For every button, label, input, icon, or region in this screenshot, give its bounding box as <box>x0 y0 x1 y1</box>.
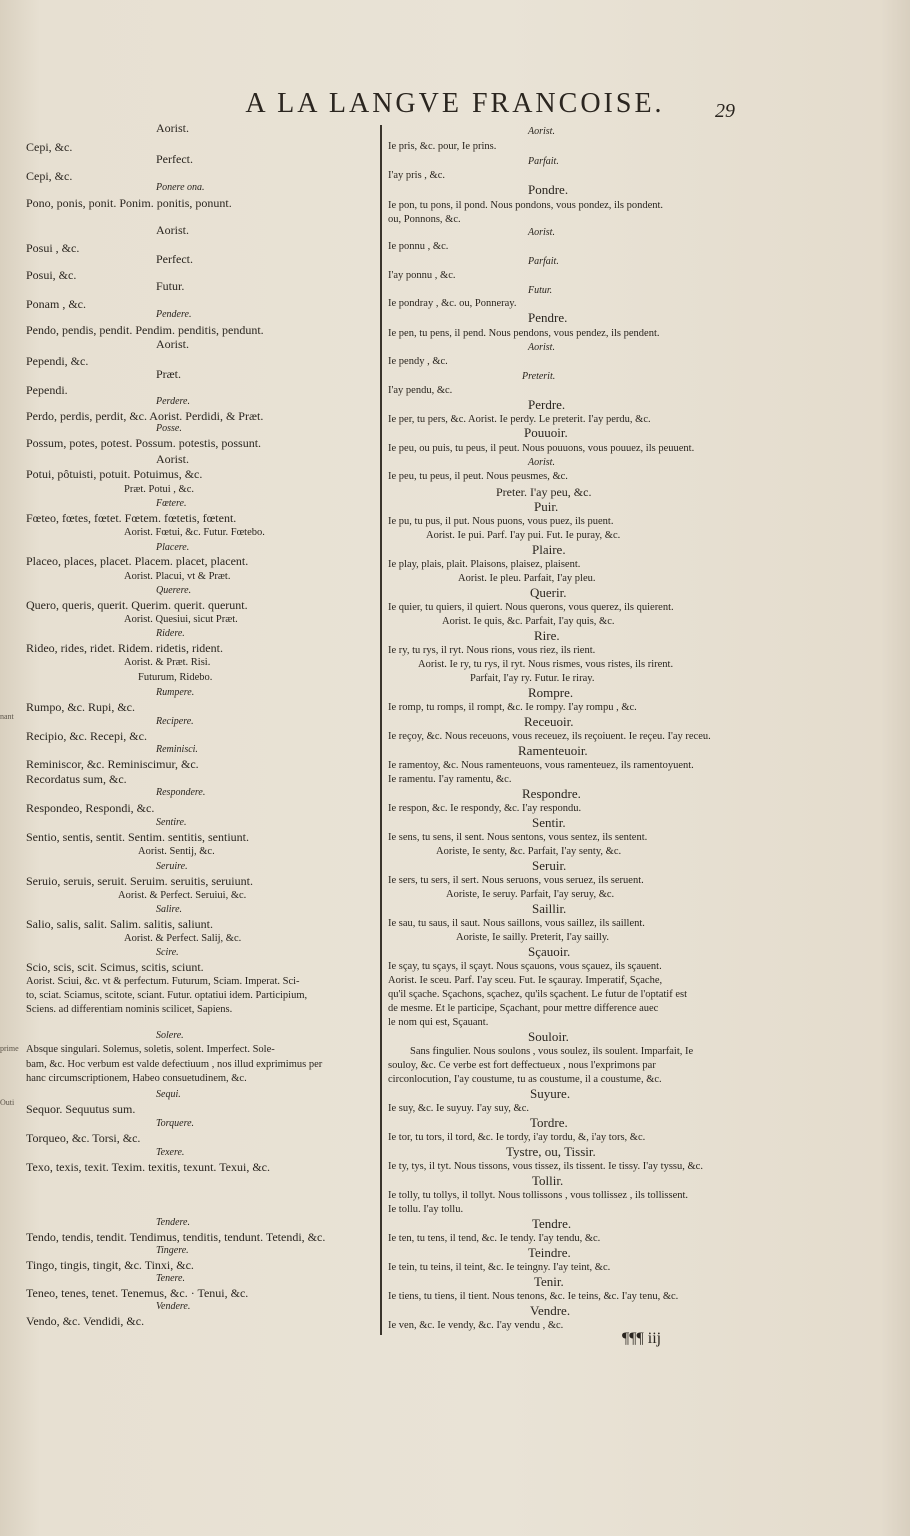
left-text-line: Sciens. ad differentiam nominis scilicet, Sapiens. <box>26 1004 233 1015</box>
left-text-line: Aorist. Sentij, &c. <box>138 846 215 857</box>
left-text-line: Aorist. & Perfect. Seruiui, &c. <box>118 890 247 901</box>
left-text-line: Pono, ponis, ponit. Ponim. ponitis, ponunt. <box>26 196 232 210</box>
left-text-line: Rideo, rides, ridet. Ridem. ridetis, rident. <box>26 641 223 655</box>
left-text-line: Aorist. <box>156 337 189 351</box>
left-text-line: Posui , &c. <box>26 241 80 255</box>
right-text-line: Ie tiens, tu tiens, il tient. Nous tenons, &c. Ie teins, &c. I'ay tenu, &c. <box>388 1291 679 1302</box>
left-text-line: Torqueo, &c. Torsi, &c. <box>26 1131 141 1145</box>
left-text-line: Præt. Potui , &c. <box>124 484 195 495</box>
right-text-line: Ie play, plais, plait. Plaisons, plaisez, plaisent. <box>388 559 581 570</box>
right-text-line: Aorist. <box>528 457 555 468</box>
left-text-line: Pependi, &c. <box>26 354 89 368</box>
left-text-line: Teneo, tenes, tenet. Tenemus, &c. · Tenui, &c. <box>26 1286 249 1300</box>
right-text-line: Aorist. Ie quis, &c. Parfait, I'ay quis, &c. <box>442 616 615 627</box>
right-text-line: Tendre. <box>532 1216 572 1231</box>
right-text-line: qu'il sçache. Sçachons, sçachez, qu'ils sçachent. Le futur de l'optatif est <box>388 989 687 1000</box>
left-text-line: Solere. <box>156 1030 184 1041</box>
right-text-line: Ie pen, tu pens, il pend. Nous pendons, vous pendez, ils pendent. <box>388 328 660 339</box>
left-text-line: Fœtere. <box>156 498 187 509</box>
left-text-line: Perdo, perdis, perdit, &c. Aorist. Perdidi, & Præt. <box>26 409 264 423</box>
left-text-line: Sequi. <box>156 1089 181 1100</box>
right-text-line: souloy, &c. Ce verbe est fort deffectueux , nous l'exprimons par <box>388 1060 656 1071</box>
left-text-line: Torquere. <box>156 1118 195 1129</box>
left-text-line: Vendere. <box>156 1301 191 1312</box>
right-text-line: Aorist. Ie ry, tu rys, il ryt. Nous rismes, vous ristes, ils rirent. <box>418 659 674 670</box>
right-text-line: Aoriste, Ie sailly. Preterit, I'ay sailly. <box>456 932 610 943</box>
right-text-line: Ie pendy , &c. <box>388 356 448 367</box>
left-text-line: Tendere. <box>156 1217 190 1228</box>
left-text-line: Scire. <box>156 947 179 958</box>
left-text-line: Perdere. <box>156 396 190 407</box>
right-text-line: Ie pris, &c. pour, Ie prins. <box>388 141 497 152</box>
left-text-line: bam, &c. Hoc verbum est valde defectiuum , nos illud exprimimus per <box>26 1059 323 1070</box>
left-text-line: Texere. <box>156 1147 185 1158</box>
left-text-line: Tingere. <box>156 1245 189 1256</box>
right-text-line: Ie per, tu pers, &c. Aorist. Ie perdy. Le preterit. I'ay perdu, &c. <box>388 414 651 425</box>
left-text-line: to, sciat. Sciamus, scitote, sciant. Futur. optatiui idem. Participium, <box>26 990 308 1001</box>
left-text-line: Reminiscor, &c. Reminiscimur, &c. <box>26 757 199 771</box>
right-text-line: Ramenteuoir. <box>518 743 588 758</box>
right-text-line: Pouuoir. <box>524 425 568 440</box>
right-text-line: Aorist. Ie pleu. Parfait, I'ay pleu. <box>458 573 596 584</box>
left-text-line: Tingo, tingis, tingit, &c. Tinxi, &c. <box>26 1258 194 1272</box>
left-text-line: Tenere. <box>156 1273 185 1284</box>
right-text-line: Ie sens, tu sens, il sent. Nous sentons, vous sentez, ils sentent. <box>388 832 648 843</box>
right-text-line: Sçauoir. <box>528 944 571 959</box>
left-text-line: Possum, potes, potest. Possum. potestis, possunt. <box>26 436 262 450</box>
right-text-line: Aoriste, Ie senty, &c. Parfait, I'ay senty, &c. <box>436 846 622 857</box>
right-text-line: Suyure. <box>530 1086 571 1101</box>
right-text-line: Ie ten, tu tens, il tend, &c. Ie tendy. I'ay tendu, &c. <box>388 1233 601 1244</box>
right-text-line: Ie sau, tu saus, il saut. Nous saillons, vous saillez, ils saillent. <box>388 918 645 929</box>
left-text-line: Aorist. Placui, vt & Præt. <box>124 571 231 582</box>
right-text-line: Vendre. <box>530 1303 571 1318</box>
left-text-line: Potui, pôtuisti, potuit. Potuimus, &c. <box>26 467 203 481</box>
left-text-line: Recipere. <box>156 716 194 727</box>
margin-note: prime <box>0 1044 19 1053</box>
right-text-line: Respondre. <box>522 786 581 801</box>
left-text-line: Absque singulari. Solemus, soletis, solent. Imperfect. Sole- <box>26 1044 275 1055</box>
left-text-line: Pendere. <box>156 309 192 320</box>
right-text-line: Ie pondray , &c. ou, Ponneray. <box>388 298 517 309</box>
right-text-line: de mesme. Et le participe, Sçachant, pour mettre difference auec <box>388 1003 659 1014</box>
signature-mark: ¶¶¶ iij <box>622 1330 662 1347</box>
left-text-line: Salire. <box>156 904 183 915</box>
right-text-line: I'ay pris , &c. <box>388 170 446 181</box>
left-text-line: Querere. <box>156 585 192 596</box>
left-text-line: Cepi, &c. <box>26 169 73 183</box>
right-text-line: Ie quier, tu quiers, il quiert. Nous querons, vous querez, ils quierent. <box>388 602 674 613</box>
left-text-line: Aorist. Quesiui, sicut Præt. <box>124 614 238 625</box>
left-text-line: Posse. <box>156 423 182 434</box>
left-text-line: Seruio, seruis, seruit. Seruim. seruitis, seruiunt. <box>26 874 253 888</box>
left-text-line: Tendo, tendis, tendit. Tendimus, tenditis, tendunt. Tetendi, &c. <box>26 1230 326 1244</box>
right-text-line: ou, Ponnons, &c. <box>388 214 461 225</box>
left-text-line: Fœteo, fœtes, fœtet. Fœtem. fœtetis, fœtent. <box>26 511 237 525</box>
right-text-line: Ie reçoy, &c. Nous receuons, vous receuez, ils reçoiuent. Ie reçeu. I'ay receu. <box>388 731 711 742</box>
right-text-line: Ie ramentoy, &c. Nous ramenteuons, vous ramenteuez, ils ramentoyuent. <box>388 760 694 771</box>
left-text-line: Scio, scis, scit. Scimus, scitis, sciunt. <box>26 960 204 974</box>
right-text-line: Souloir. <box>528 1029 569 1044</box>
left-text-line: Ponere ona. <box>156 182 205 193</box>
left-text-line: Rumpo, &c. Rupi, &c. <box>26 700 135 714</box>
right-text-line: Ie tein, tu teins, il teint, &c. Ie teingny. I'ay teint, &c. <box>388 1262 611 1273</box>
left-text-line: Aorist. & Præt. Risi. <box>124 657 211 668</box>
left-text-line: Sequor. Sequutus sum. <box>26 1102 136 1116</box>
page-number: 29 <box>715 100 735 122</box>
left-text-line: Vendo, &c. Vendidi, &c. <box>26 1314 145 1328</box>
left-text-line: Futur. <box>156 279 185 293</box>
right-text-line: Ie pon, tu pons, il pond. Nous pondons, vous pondez, ils pondent. <box>388 200 664 211</box>
right-text-line: Perdre. <box>528 397 566 412</box>
left-text-line: Aorist. & Perfect. Salij, &c. <box>124 933 242 944</box>
left-text-line: Cepi, &c. <box>26 140 73 154</box>
column-divider <box>380 125 382 1335</box>
right-text-line: Futur. <box>528 285 553 296</box>
right-text-line: Aorist. <box>528 227 555 238</box>
right-text-line: Ie pu, tu pus, il put. Nous puons, vous puez, ils puent. <box>388 516 614 527</box>
left-text-line: Placere. <box>156 542 190 553</box>
right-text-line: Ie ramentu. I'ay ramentu, &c. <box>388 774 512 785</box>
left-text-line: Præt. <box>156 367 182 381</box>
right-text-line: circonlocution, I'ay coustume, tu as coustume, il a coustume, &c. <box>388 1074 662 1085</box>
right-text-line: Saillir. <box>532 901 567 916</box>
right-text-line: Preterit. <box>522 371 556 382</box>
right-text-line: Parfait, I'ay ry. Futur. Ie riray. <box>470 673 595 684</box>
left-text-line: Aorist. Fœtui, &c. Futur. Fœtebo. <box>124 527 265 538</box>
right-text-line: Aorist. Ie pui. Parf. I'ay pui. Fut. Ie puray, &c. <box>426 530 621 541</box>
right-text-line: Tenir. <box>534 1274 564 1289</box>
right-text-line: Sans fingulier. Nous soulons , vous soulez, ils soulent. Imparfait, Ie <box>410 1046 694 1057</box>
left-text-line: Perfect. <box>156 252 193 266</box>
left-text-line: Quero, queris, querit. Querim. querit. querunt. <box>26 598 248 612</box>
left-text-line: Reminisci. <box>156 744 198 755</box>
right-text-line: Ie ponnu , &c. <box>388 241 449 252</box>
right-text-line: Ie ven, &c. Ie vendy, &c. I'ay vendu , &c. <box>388 1320 564 1331</box>
right-text-line: Parfait. <box>528 256 559 267</box>
left-text-line: Salio, salis, salit. Salim. salitis, saliunt. <box>26 917 214 931</box>
right-text-line: Teindre. <box>528 1245 571 1260</box>
left-text-line: Rumpere. <box>156 687 195 698</box>
running-header: A LA LANGVE FRANCOISE. <box>245 88 665 119</box>
right-text-line: I'ay pendu, &c. <box>388 385 453 396</box>
right-text-line: Aorist. Ie sceu. Parf. I'ay sceu. Fut. Ie sçauray. Imperatif, Sçache, <box>388 975 663 986</box>
right-text-line: Preter. I'ay peu, &c. <box>496 485 592 499</box>
right-text-line: Querir. <box>530 585 567 600</box>
margin-note: Outi <box>0 1098 15 1107</box>
left-text-line: Futurum, Ridebo. <box>138 672 213 683</box>
right-text-line: Receuoir. <box>524 714 574 729</box>
right-text-line: Ie ty, tys, il tyt. Nous tissons, vous tissez, ils tissent. Ie tissy. I'ay tyssu, &c. <box>388 1161 703 1172</box>
left-text-line: Perfect. <box>156 152 193 166</box>
left-text-line: Sentio, sentis, sentit. Sentim. sentitis, sentiunt. <box>26 830 250 844</box>
right-text-line: Aorist. <box>528 126 555 137</box>
left-text-line: Aorist. Sciui, &c. vt & perfectum. Futurum, Sciam. Imperat. Sci- <box>26 976 300 987</box>
right-text-line: Rire. <box>534 628 560 643</box>
right-text-line: Ie ry, tu rys, il ryt. Nous rions, vous riez, ils rient. <box>388 645 596 656</box>
right-text-line: Tollir. <box>532 1173 564 1188</box>
right-text-line: Ie tor, tu tors, il tord, &c. Ie tordy, i'ay tordu, &, i'ay tors, &c. <box>388 1132 646 1143</box>
right-text-line: Sentir. <box>532 815 566 830</box>
left-text-line: Texo, texis, texit. Texim. texitis, texunt. Texui, &c. <box>26 1160 271 1174</box>
left-text-line: Posui, &c. <box>26 268 77 282</box>
left-text-line: Aorist. <box>156 121 189 135</box>
right-text-line: Ie romp, tu romps, il rompt, &c. Ie rompy. I'ay rompu , &c. <box>388 702 637 713</box>
right-text-line: Aoriste, Ie seruy. Parfait, I'ay seruy, &c. <box>446 889 615 900</box>
right-text-line: Pondre. <box>528 182 569 197</box>
right-text-line: le nom qui est, Sçauant. <box>388 1017 489 1028</box>
margin-note: nant <box>0 712 14 721</box>
right-text-line: Parfait. <box>528 156 559 167</box>
right-text-line: Ie sers, tu sers, il sert. Nous seruons, vous seruez, ils seruent. <box>388 875 644 886</box>
left-text-line: Pendo, pendis, pendit. Pendim. penditis, pendunt. <box>26 323 264 337</box>
right-text-line: Ie peu, tu peus, il peut. Nous peusmes, &c. <box>388 471 568 482</box>
left-text-line: Recipio, &c. Recepi, &c. <box>26 729 147 743</box>
right-text-line: Tystre, ou, Tissir. <box>506 1144 596 1159</box>
right-text-line: Ie respon, &c. Ie respondy, &c. I'ay respondu. <box>388 803 582 814</box>
left-text-line: Aorist. <box>156 223 189 237</box>
left-text-line: Seruire. <box>156 861 188 872</box>
right-text-line: Aorist. <box>528 342 555 353</box>
right-text-line: Ie tolly, tu tollys, il tollyt. Nous tollissons , vous tollissez , ils tollissent. <box>388 1190 689 1201</box>
right-text-line: I'ay ponnu , &c. <box>388 270 456 281</box>
right-text-line: Ie peu, ou puis, tu peus, il peut. Nous pouuons, vous pouuez, ils peuuent. <box>388 443 695 454</box>
right-text-line: Ie sçay, tu sçays, il sçayt. Nous sçauons, vous sçauez, ils sçauent. <box>388 961 662 972</box>
right-text-line: Pendre. <box>528 310 568 325</box>
left-text-line: Aorist. <box>156 452 189 466</box>
right-text-line: Ie suy, &c. Ie suyuy. I'ay suy, &c. <box>388 1103 529 1114</box>
right-text-line: Tordre. <box>530 1115 568 1130</box>
left-text-line: Ponam , &c. <box>26 297 86 311</box>
left-text-line: Respondere. <box>156 787 206 798</box>
right-text-line: Rompre. <box>528 685 574 700</box>
right-text-line: Plaire. <box>532 542 566 557</box>
left-text-line: Sentire. <box>156 817 187 828</box>
right-text-line: Ie tollu. I'ay tollu. <box>388 1204 464 1215</box>
left-text-line: Placeo, places, placet. Placem. placet, placent. <box>26 554 249 568</box>
left-text-line: Recordatus sum, &c. <box>26 772 127 786</box>
left-text-line: Ridere. <box>156 628 185 639</box>
right-text-line: Seruir. <box>532 858 567 873</box>
left-text-line: hanc circumscriptionem, Habeo consuetudinem, &c. <box>26 1073 247 1084</box>
left-text-line: Pependi. <box>26 383 68 397</box>
right-text-line: Puir. <box>534 499 559 514</box>
left-text-line: Respondeo, Respondi, &c. <box>26 801 155 815</box>
